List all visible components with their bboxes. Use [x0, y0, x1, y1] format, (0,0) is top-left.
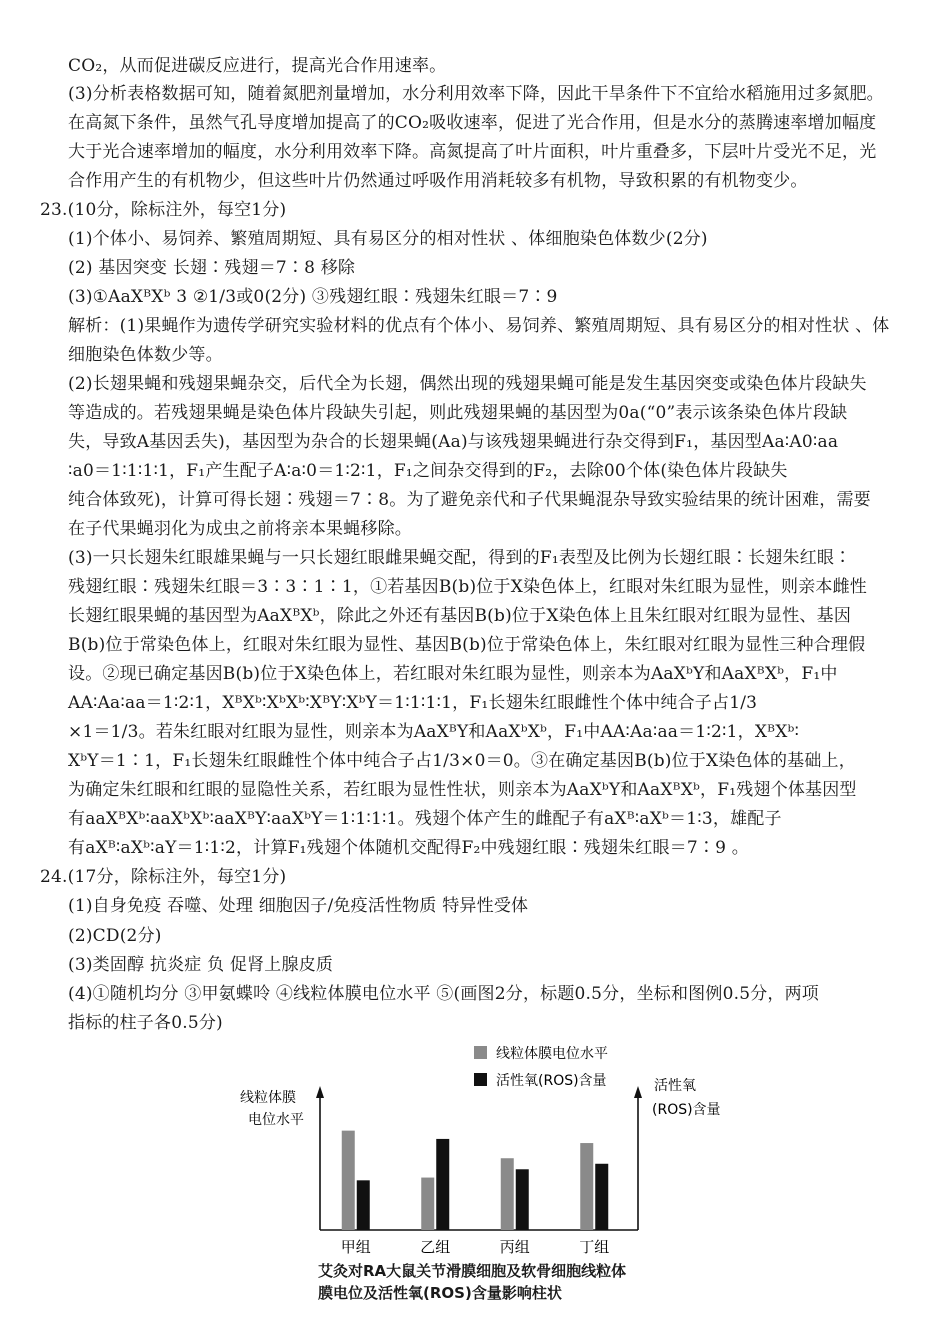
y-axis-left-label-line2: 电位水平 — [248, 1112, 304, 1128]
text-line: CO₂，从而促进碳反应进行，提高光合作用速率。 — [68, 56, 447, 76]
text-line: 合作用产生的有机物少，但这些叶片仍然通过呼吸作用消耗较多有机物，导致积累的有机物变少。 — [68, 171, 808, 191]
bar-ros-1 — [357, 1180, 370, 1230]
text-line: (3)一只长翅朱红眼雄果蝇与一只长翅红眼雌果蝇交配，得到的F₁表型及比例为长翅红眼∶长翅朱红眼∶ — [68, 548, 852, 568]
x-tick-labels — [341, 1238, 610, 1256]
bar-membrane-potential-2 — [421, 1178, 434, 1230]
chart-caption-line2: 膜电位及活性氧(ROS)含量影响柱状 — [318, 1284, 562, 1302]
y-axis-right-label-line2: (ROS)含量 — [652, 1102, 721, 1118]
text-line: 有aXᴮ∶aXᵇ∶aY＝1∶1∶2，计算F₁残翅个体随机交配得F₂中残翅红眼∶残翅朱红眼＝7∶9 。 — [68, 838, 749, 858]
text-line: (2)CD(2分) — [68, 926, 162, 946]
bar-membrane-potential-1 — [342, 1131, 355, 1230]
text-line: AA∶Aa∶aa＝1∶2∶1，XᴮXᵇ∶XᵇXᵇ∶XᴮY∶XᵇY＝1∶1∶1∶1，F₁长翅朱红眼雌性个体中纯合子占1/3 — [68, 693, 758, 713]
text-line: (3)类固醇 抗炎症 负 促肾上腺皮质 — [68, 955, 334, 975]
text-line: (4)①随机均分 ③甲氨蝶呤 ④线粒体膜电位水平 ⑤(画图2分，标题0.5分，坐标和图例0.5分，两项 — [68, 984, 820, 1004]
text-line: 大于光合速率增加的幅度，水分利用效率下降。高氮提高了叶片面积，叶片重叠多，下层叶片受光不足，光 — [68, 142, 877, 162]
text-line: 纯合体致死)，计算可得长翅∶残翅＝7∶8。为了避免亲代和子代果蝇混杂导致实验结果的统计困难，需要 — [68, 490, 871, 510]
text-line: 24.(17分，除标注外，每空1分) — [40, 867, 287, 887]
legend-swatch-membrane-potential — [474, 1046, 487, 1059]
text-line: (3)分析表格数据可知，随着氮肥剂量增加，水分利用效率下降，因此干旱条件下不宜给水稻施用过多氮肥。 — [68, 84, 884, 104]
x-tick-label: 丙组 — [499, 1238, 530, 1256]
text-line: 解析：(1)果蝇作为遗传学研究实验材料的优点有个体小、易饲养、繁殖周期短、具有易区分的相对性状 、体 — [68, 316, 890, 336]
chart-caption-line1: 艾灸对RA大鼠关节滑膜细胞及软骨细胞线粒体 — [318, 1262, 627, 1280]
text-line: ×1＝1/3。若朱红眼对红眼为显性，则亲本为AaXᴮY和AaXᵇXᵇ，F₁中AA∶Aa∶aa＝1∶2∶1，XᴮXᵇ∶ — [68, 722, 800, 742]
x-tick-label: 甲组 — [340, 1238, 371, 1256]
legend-label-membrane-potential: 线粒体膜电位水平 — [496, 1046, 608, 1062]
text-line: 等造成的。若残翅果蝇是染色体片段缺失引起，则此残翅果蝇的基因型为0a(“0”表示该条染色体片段缺 — [68, 403, 848, 423]
bar-ros-4 — [595, 1164, 608, 1230]
y-axis-left-label-line1: 线粒体膜 — [240, 1090, 296, 1106]
bars-group — [342, 1131, 609, 1230]
bar-ros-3 — [516, 1169, 529, 1230]
text-line: 长翅红眼果蝇的基因型为AaXᴮXᵇ，除此之外还有基因B(b)位于X染色体上且朱红眼对红眼为显性、基因 — [68, 606, 852, 626]
text-line: 23.(10分，除标注外，每空1分) — [40, 200, 287, 220]
bar-membrane-potential-3 — [501, 1158, 514, 1230]
bar-ros-2 — [436, 1139, 449, 1230]
text-line: 在高氮下条件，虽然气孔导度增加提高了的CO₂吸收速率，促进了光合作用，但是水分的蒸腾速率增加幅度 — [68, 113, 877, 133]
bar-chart — [230, 1040, 750, 1340]
y-axis-right-label-line1: 活性氧 — [654, 1078, 696, 1094]
text-line: 失，导致A基因丢失)，基因型为杂合的长翅果蝇(Aa)与该残翅果蝇进行杂交得到F₁，基因型Aa∶A0∶aa — [68, 432, 839, 452]
text-line: (1)自身免疫 吞噬、处理 细胞因子/免疫活性物质 特异性受体 — [68, 896, 529, 916]
x-tick-label: 丁组 — [579, 1238, 610, 1256]
x-tick-label: 乙组 — [420, 1238, 451, 1256]
legend-swatch-ros — [474, 1073, 487, 1086]
bar-chart-svg — [230, 1040, 750, 1270]
text-line: B(b)位于常染色体上，红眼对朱红眼为显性、基因B(b)位于常染色体上，朱红眼对红眼为显性三种合理假 — [68, 635, 866, 655]
text-line: 有aaXᴮXᵇ∶aaXᵇXᵇ∶aaXᴮY∶aaXᵇY＝1∶1∶1∶1。残翅个体产生的雌配子有aXᴮ∶aXᵇ＝1∶3，雄配子 — [68, 809, 782, 829]
bar-membrane-potential-4 — [580, 1143, 593, 1230]
text-line: (2)长翅果蝇和残翅果蝇杂交，后代全为长翅，偶然出现的残翅果蝇可能是发生基因突变或染色体片段缺失 — [68, 374, 867, 394]
text-line: (1)个体小、易饲养、繁殖周期短、具有易区分的相对性状 、体细胞染色体数少(2分) — [68, 229, 708, 249]
legend-label-ros: 活性氧(ROS)含量 — [496, 1073, 607, 1089]
text-line: ∶a0＝1∶1∶1∶1，F₁产生配子A∶a∶0＝1∶2∶1，F₁之间杂交得到的F₂，去除00个体(染色体片段缺失 — [68, 461, 788, 481]
text-line: XᵇY＝1∶1，F₁长翅朱红眼雌性个体中纯合子占1/3×0＝0。③在确定基因B(b)位于X染色体的基础上， — [68, 751, 856, 771]
text-line: (2) 基因突变 长翅∶残翅＝7∶8 移除 — [68, 258, 356, 278]
text-line: 指标的柱子各0.5分) — [68, 1013, 223, 1033]
text-line: 在子代果蝇羽化为成虫之前将亲本果蝇移除。 — [68, 519, 412, 539]
y-axis-left-arrow — [316, 1086, 324, 1098]
text-line: 细胞染色体数少等。 — [68, 345, 223, 365]
text-line: (3)①AaXᴮXᵇ 3 ②1/3或0(2分) ③残翅红眼∶残翅朱红眼＝7∶9 — [68, 287, 558, 307]
text-line: 设。②现已确定基因B(b)位于X染色体上，若红眼对朱红眼为显性，则亲本为AaXᵇY和AaXᴮXᵇ，F₁中 — [68, 664, 838, 684]
text-line: 为确定朱红眼和红眼的显隐性关系，若红眼为显性性状，则亲本为AaXᵇY和AaXᴮXᵇ，F₁残翅个体基因型 — [68, 780, 857, 800]
y-axis-right-arrow — [634, 1086, 642, 1098]
text-line: 残翅红眼∶残翅朱红眼＝3∶3∶1∶1，①若基因B(b)位于X染色体上，红眼对朱红眼为显性，则亲本雌性 — [68, 577, 868, 597]
